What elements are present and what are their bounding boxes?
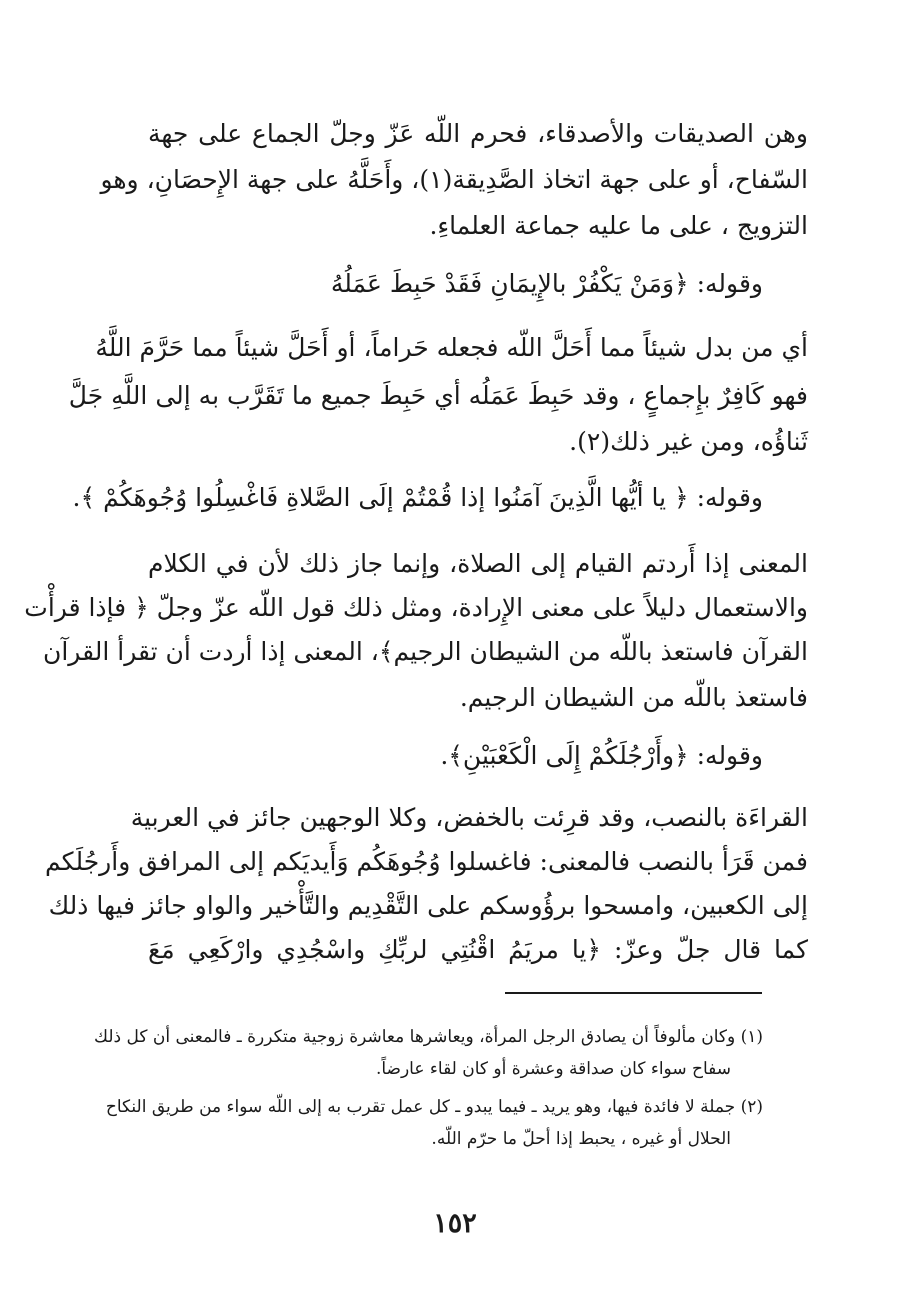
p2-line-2: فهو كَافِرٌ بإِجماعٍ ، وقد حَبِطَ عَمَلُه أي حَبِطَ جميع ما تَقَرَّب به إلى اللَّهِ جَلَّ (68, 381, 808, 410)
verse-quote-3: وقوله: ﴿وأَرْجُلَكُمْ إِلَى الْكَعْبَيْنِ﴾. (440, 741, 763, 770)
p2-line-3: ثَناؤُه، ومن غير ذلك(٢). (569, 427, 808, 456)
p1-line-2: السّفاح، أو على جهة اتخاذ الصَّدِيقة(١)، وأَحَلَّهُ على جهة الإِحصَانِ، وهو (100, 165, 808, 194)
p3-line-4: فاستعذ باللّه من الشيطان الرجيم. (459, 683, 808, 712)
p1-line-3: التزويج ، على ما عليه جماعة العلماءِ. (429, 211, 808, 240)
p3-line-3: القرآن فاستعذ باللّه من الشيطان الرجيم﴾، المعنى إذا أردت أن تقرأ القرآن (43, 637, 808, 666)
footnote-2-line-2: الحلال أو غيره ، يحبط إذا أحلّ ما حرّم اللّه. (431, 1129, 731, 1149)
p2-line-1: أي من بدل شيئاً مما أَحَلَّ اللّه فجعله حَراماً، أو أَحَلَّ شيئاً مما حَرَّمَ اللَّهُ (95, 333, 808, 362)
p4-line-1: القراءَة بالنصب، وقد قرِئت بالخفض، وكلا الوجهين جائز في العربية (130, 803, 808, 832)
p4-line-2: فمن قَرَأ بالنصب فالمعنى: فاغسلوا وُجُوهَكُم وَأَيديَكم إلى المرافق وأَرجُلَكم (45, 847, 808, 876)
verse-quote-1: وقوله: ﴿وَمَنْ يَكْفُرْ بالإِيمَانِ فَقَدْ حَبِطَ عَمَلُهُ (330, 269, 763, 298)
footnote-1-line-2: سفاح سواء كان صداقة وعشرة أو كان لقاء عارضاً. (375, 1059, 731, 1079)
p3-line-2: والاستعمال دليلاً على معنى الإِرادة، ومثل ذلك قول اللّه عزّ وجلّ ﴿ فإذا قرأْت (24, 593, 808, 622)
page-number: ١٥٢ (433, 1208, 477, 1239)
footnote-1-line-1: (١) وكان مألوفاً أن يصادق الرجل المرأة، ويعاشرها معاشرة زوجية متكررة ـ فالمعنى أن كل ذلك (94, 1027, 763, 1047)
verse-quote-2: وقوله: ﴿ يا أيُّها الَّذِينَ آمَنُوا إذا قُمْتُمْ إلَى الصَّلاةِ فَاغْسِلُوا وُجُوهَكُمْ ﴾. (72, 483, 763, 512)
footnote-2-line-1: (٢) جملة لا فائدة فيها، وهو يريد ـ فيما يبدو ـ كل عمل تقرب به إلى اللّه سواء من طريق النكاح (105, 1097, 763, 1117)
p4-line-3: إلى الكعبين، وامسحوا برؤُوسكم على التَّقْدِيم والتَّأْخير والواو جائز فيها ذلك (48, 891, 808, 920)
p1-line-1: وهن الصديقات والأصدقاء، فحرم اللّه عَزّ وجلّ الجماع على جهة (148, 119, 808, 148)
footnote-separator (505, 992, 762, 994)
p4-line-4: كما قال جلّ وعزّ: ﴿يا مريَمُ اقْنُتِي لربِّكِ واسْجُدِي وارْكَعِي مَعَ (148, 935, 808, 964)
p3-line-1: المعنى إذا أَردتم القيام إلى الصلاة، وإنما جاز ذلك لأن في الكلام (148, 549, 808, 578)
